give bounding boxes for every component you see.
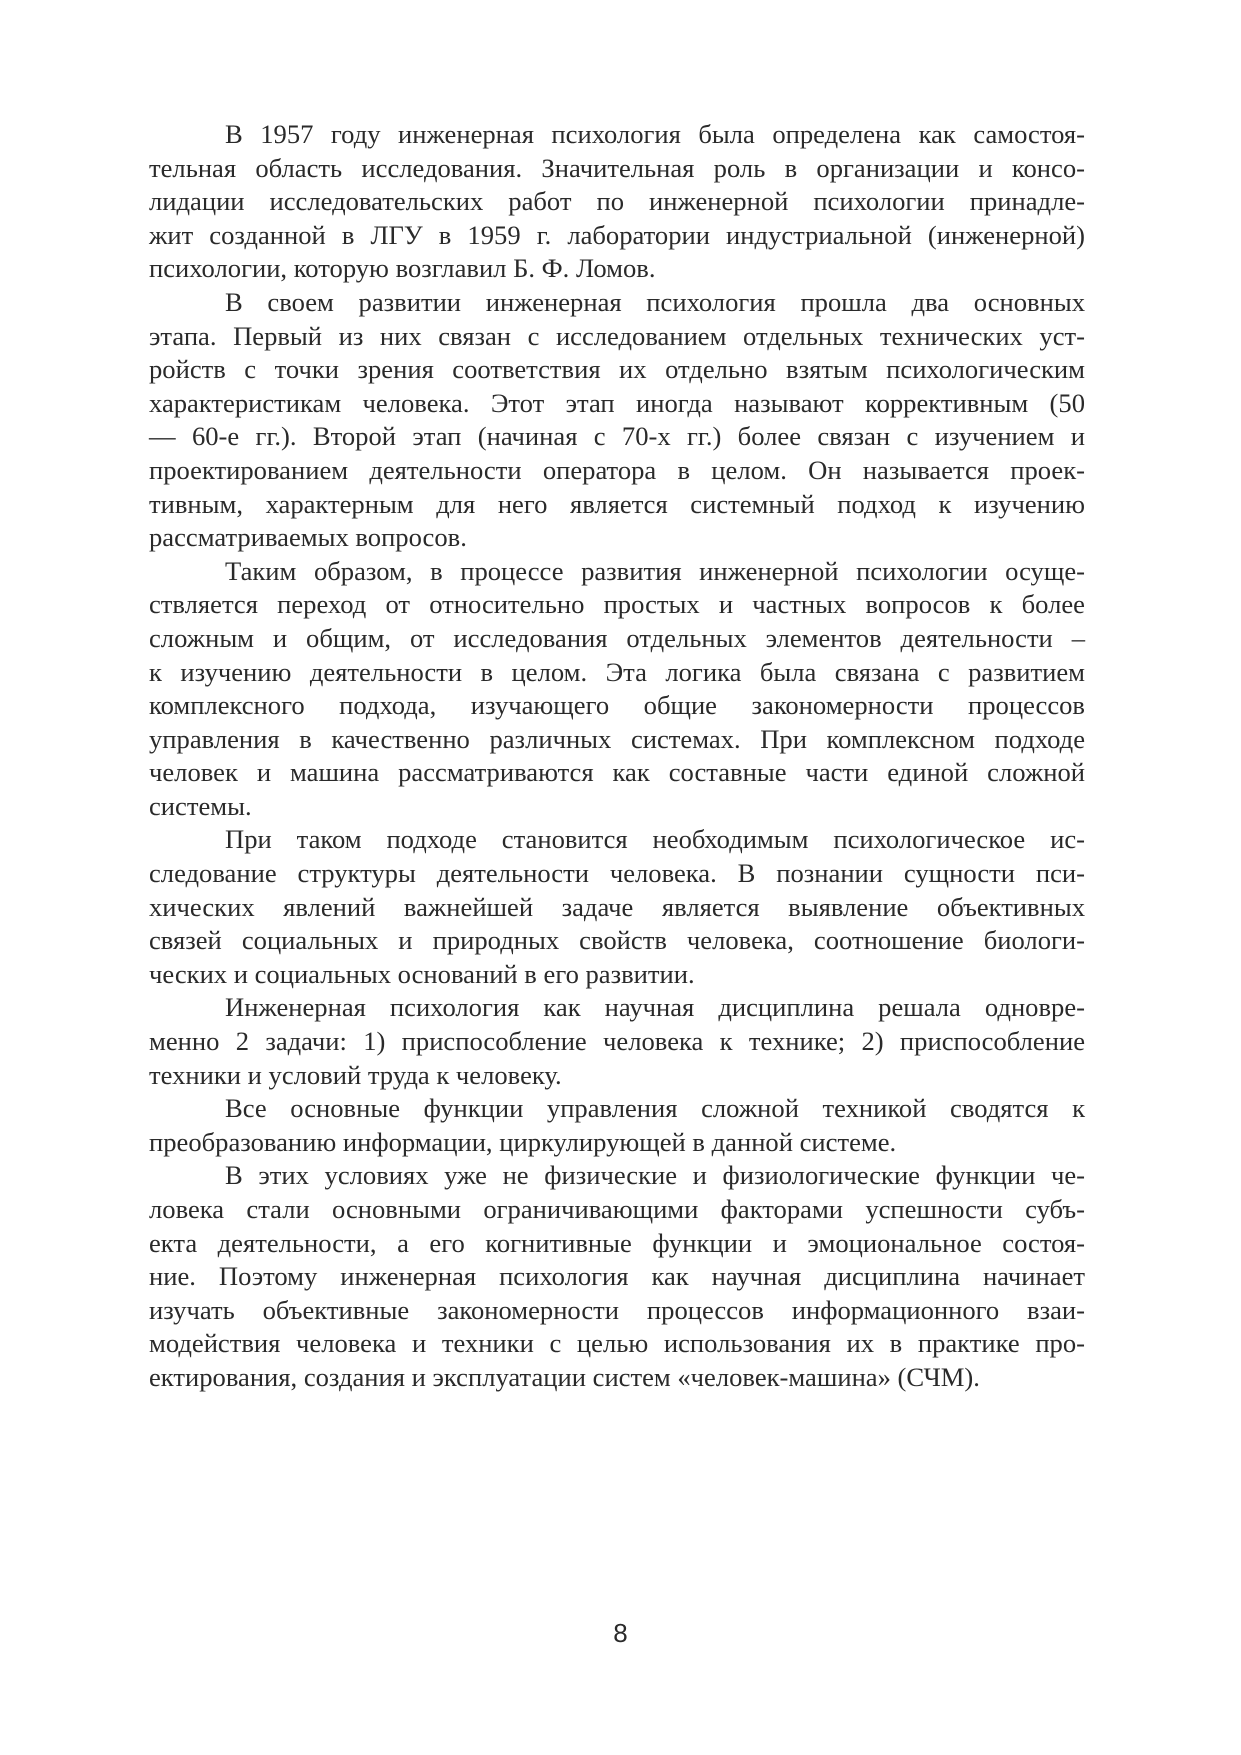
paragraph-1-line-3: лидации исследовательских работ по инженерной психологии принадле-: [149, 186, 1085, 217]
paragraph-2-line-7: тивным, характерным для него является системный подход к изучению: [149, 488, 1085, 519]
paragraph-2-line-4: характеристикам человека. Этот этап иногда называют коррективным (50: [149, 387, 1085, 418]
paragraph-1-line-2: тельная область исследования. Значительная роль в организации и консо-: [149, 152, 1085, 183]
paragraph-1-line-1: В 1957 году инженерная психология была определена как самостоя-: [225, 119, 1085, 149]
paragraph-2-line-8: рассматриваемых вопросов.: [149, 522, 467, 553]
paragraph-1-line-4: жит созданной в ЛГУ в 1959 г. лаборатории индустриальной (инженерной): [149, 219, 1085, 250]
paragraph-5-line-1: Инженерная психология как научная дисциплина решала одновре-: [225, 992, 1085, 1023]
paragraph-3-line-3: сложным и общим, от исследования отдельных элементов деятельности –: [149, 622, 1085, 653]
paragraph-7-line-5: изучать объективные закономерности процессов информационного взаи-: [149, 1294, 1085, 1325]
page-number: 8: [613, 1618, 628, 1648]
paragraph-3-line-7: человек и машина рассматриваются как составные части единой сложной: [149, 757, 1085, 788]
paragraph-1-line-5: психологии, которую возглавил Б. Ф. Ломов.: [149, 253, 656, 284]
paragraph-7-line-6: модействия человека и техники с целью использования их в практике про-: [149, 1328, 1085, 1359]
paragraph-3-line-4: к изучению деятельности в целом. Эта логика была связана с развитием: [149, 656, 1085, 687]
paragraph-2-line-3: ройств с точки зрения соответствия их отдельно взятым психологическим: [149, 354, 1085, 385]
paragraph-7-line-7: ектирования, создания и эксплуатации систем «человек-машина» (СЧМ).: [149, 1361, 980, 1392]
paragraph-3-line-1: Таким образом, в процессе развития инженерной психологии осуще-: [225, 555, 1085, 586]
paragraph-4-line-5: ческих и социальных оснований в его развитии.: [149, 958, 695, 989]
paragraph-3-line-5: комплексного подхода, изучающего общие закономерности процессов: [149, 690, 1085, 721]
paragraph-2-line-2: этапа. Первый из них связан с исследованием отдельных технических уст-: [149, 320, 1085, 351]
paragraph-7-line-2: ловека стали основными ограничивающими факторами успешности субъ-: [149, 1194, 1085, 1224]
paragraph-2-line-5: — 60-е гг.). Второй этап (начиная с 70-х гг.) более связан с изучением и: [149, 421, 1085, 452]
paragraph-6-line-2: преобразованию информации, циркулирующей в данной системе.: [149, 1126, 897, 1157]
paragraph-4-line-4: связей социальных и природных свойств человека, соотношение биологи-: [149, 925, 1085, 956]
paragraph-7-line-1: В этих условиях уже не физические и физиологические функции че-: [225, 1160, 1085, 1191]
paragraph-4-line-3: хических явлений важнейшей задаче является выявление объективных: [149, 891, 1085, 922]
paragraph-5-line-3: техники и условий труда к человеку.: [149, 1059, 562, 1090]
paragraph-4-line-1: При таком подходе становится необходимым психологическое ис-: [225, 824, 1085, 855]
paragraph-4-line-2: следование структуры деятельности человека. В познании сущности пси-: [149, 858, 1085, 889]
paragraph-5-line-2: менно 2 задачи: 1) приспособление человека к технике; 2) приспособление: [149, 1026, 1085, 1057]
body-text: [149, 118, 1085, 1395]
paragraph-7-line-4: ние. Поэтому инженерная психология как научная дисциплина начинает: [149, 1261, 1085, 1292]
paragraph-7-line-3: екта деятельности, а его когнитивные функции и эмоциональное состоя-: [149, 1227, 1085, 1258]
paragraph-3-line-2: ствляется переход от относительно простых и частных вопросов к более: [149, 589, 1085, 620]
paragraph-3-line-6: управления в качественно различных системах. При комплексном подходе: [149, 723, 1085, 754]
paragraph-2-line-6: проектированием деятельности оператора в целом. Он называется проек-: [149, 454, 1085, 485]
paragraph-6-line-1: Все основные функции управления сложной техникой сводятся к: [225, 1093, 1085, 1124]
paragraph-3-line-8: системы.: [149, 790, 252, 821]
paragraph-2-line-1: В своем развитии инженерная психология прошла два основных: [225, 286, 1085, 317]
